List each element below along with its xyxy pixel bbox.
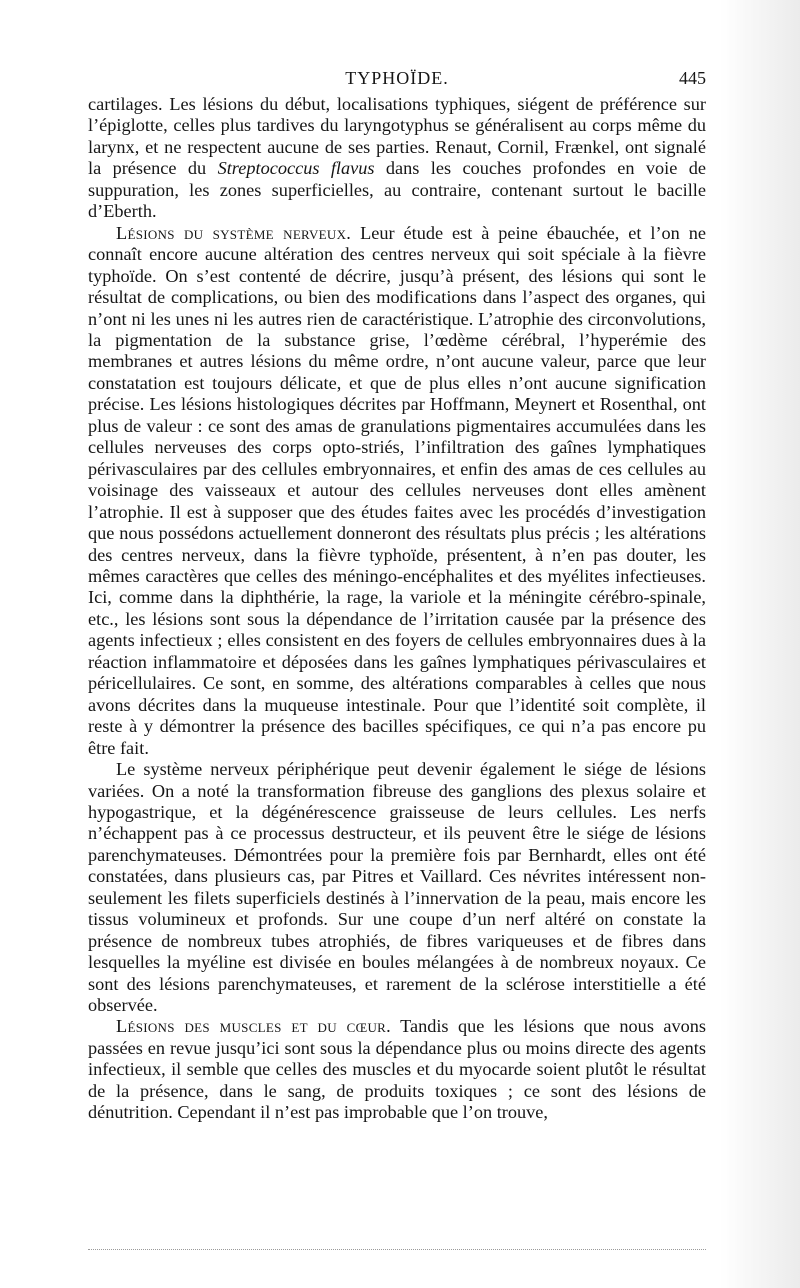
running-title: TYPHOÏDE. (345, 68, 449, 88)
page-header (88, 64, 706, 94)
paragraph-laryngeal-lesions (88, 94, 706, 223)
footer-dotted-rule (88, 1249, 706, 1250)
page-number: 445 (679, 68, 706, 88)
paragraph-text: Le système nerveux périphérique peut devenir également le siége de lésions variées. On a noté la transformation fibreuse des ganglions des plexus solaire et hypogastrique, et la dégénérescence graisseuse de leurs cellules. Les nerfs n’échappent pas à ce processus destructeur, et ils peuvent être le siége de lésions parenchymateuses. Démontrées pour la première fois par Bernhardt, elles ont été constatées, dans plusieurs cas, par Pitres et Vaillard. Ces névrites intéressent non-seulement les filets superficiels destinés à l’innervation de la peau, mais encore les tissus volumineux et profonds. Sur une coupe d’un nerf altéré on constate la présence de nombreux tubes atrophiés, de fibres variqueuses et de fibres dans lesquelles la myéline est divisée en boules mélangées à de nombreux noyaux. Ce sont des lésions parenchymateuses, et rarement de la sclérose interstitielle a été observée. (88, 759, 706, 1016)
paragraph-peripheral-nerves (88, 759, 706, 1016)
paragraph-text: Leur étude est à peine ébauchée, et l’on ne connaît encore aucune altération des centres nerveux qui soit spéciale à la fièvre typhoïde. On s’est contenté de décrire, jusqu’à présent, des lésions qui sont le résultat de complications, ou bien des modifications dans l’aspect des organes, qui n’ont ni les unes ni les autres rien de caractéristique. L’atrophie des circonvolutions, la pigmentation de la substance grise, l’œdème cérébral, l’hyperémie des membranes et autres lésions du même ordre, n’ont aucune valeur, parce que leur constatation est toujours délicate, et que de plus elles n’ont aucune signification précise. Les lésions histologiques décrites par Hoffmann, Meynert et Rosenthal, ont plus de valeur : ce sont des amas de granulations pigmentaires accumulées dans les cellules nerveuses des corps opto-striés, l’infiltration des gaînes lymphatiques périvasculaires par des cellules embryonnaires, et enfin des amas de ces cellules au voisinage des vaisseaux et autour des cellules nerveuses dont elles amènent l’atrophie. Il est à supposer que des études faites avec les procédés d’investigation que nous possédons actuellement donneront des résultats plus précis ; les altérations des centres nerveux, dans la fièvre typhoïde, présentent, à n’en pas douter, les mêmes caractères que celles des méningo-encéphalites et des myélites infectieuses. Ici, comme dans la diphthérie, la rage, la variole et la méningite cérébro-spinale, etc., les lésions sont sous la dépendance de l’irritation causée par la présence des agents infectieux ; elles consistent en des foyers de cellules embryonnaires dues à la réaction inflammatoire et déposées dans les gaînes lymphatiques périvasculaires et péricellulaires. Ce sont, en somme, des altérations comparables à celles que nous avons décrites dans la muqueuse intestinale. Pour que l’identité soit complète, il reste à y démontrer la présence des bacilles spécifiques, ce qui n’a pas encore pu être fait. (88, 222, 707, 758)
paragraph-text: Tandis que les lésions que nous avons passées en revue jusqu’ici sont sous la dépendance plus ou moins directe des agents infectieux, il semble que celles des muscles et du myocarde soient plutôt le résultat de la présence, dans le sang, de produits toxiques ; ce sont des lésions de dénutrition. Cependant il n’est pas improbable que l’on trouve, (88, 1016, 706, 1123)
paragraph-text: dans les couches profondes en voie de suppuration, les zones superficielles, au contraire, contenant surtout le bacille d’Eberth. (88, 158, 706, 222)
species-name: Streptococcus flavus (217, 158, 375, 179)
paragraph-text: cartilages. Les lésions du début, localisations typhiques, siégent de préférence sur l’épiglotte, celles plus tardives du laryngotyphus se généralisent au corps même du larynx, et ne respectent aucune de ses parties. Renaut, Cornil, Frænkel, ont signalé la présence du (88, 94, 706, 179)
paragraph-muscles-heart (88, 1016, 706, 1123)
section-heading-nervous-system: Lésions du système nerveux. (116, 222, 352, 243)
section-heading-muscles-heart: Lésions des muscles et du cœur. (116, 1016, 391, 1037)
paragraph-nervous-system (88, 223, 706, 759)
page-edge-shadow (720, 0, 800, 1288)
body-text (88, 94, 706, 1124)
